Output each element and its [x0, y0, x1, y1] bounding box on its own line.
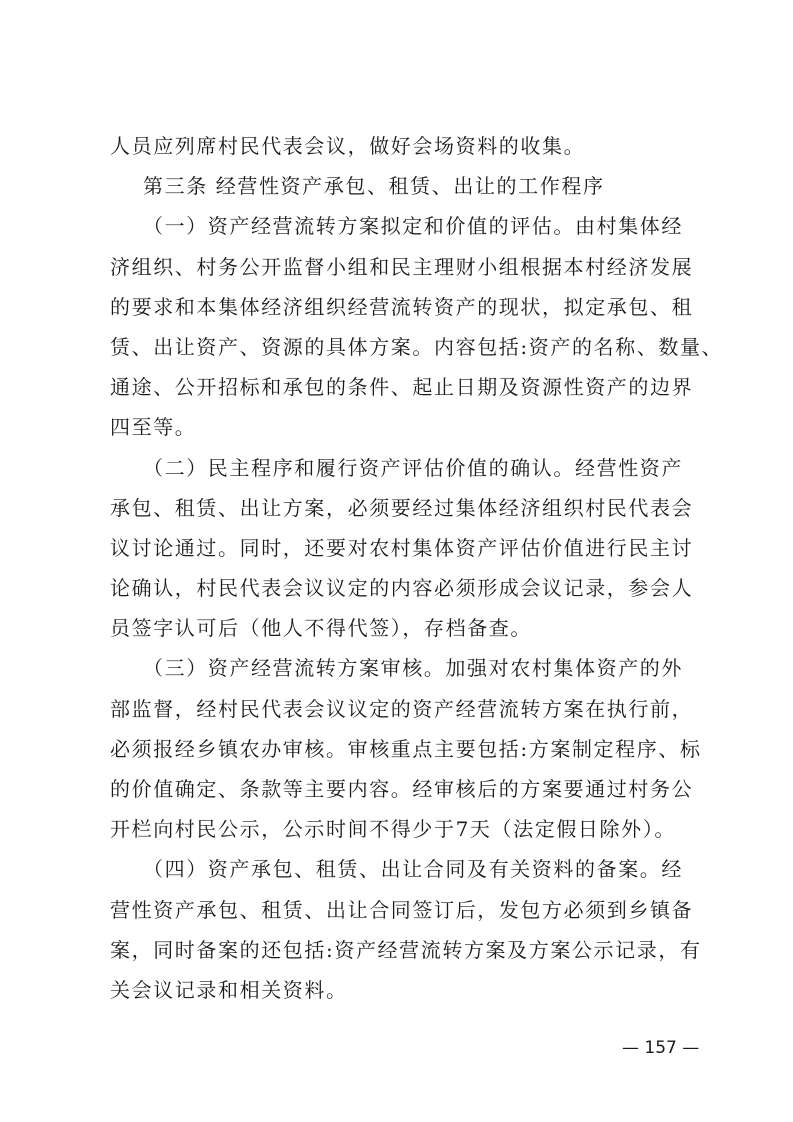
text-line: 员签字认可后（他人不得代签），存档备查。: [110, 616, 532, 641]
article-heading: 第三条 经营性资产承包、租赁、出让的工作程序: [143, 174, 605, 199]
text-line: （四）资产承包、租赁、出让合同及有关资料的备案。经: [143, 857, 683, 882]
text-line: 济组织、村务公开监督小组和民主理财小组根据本村经济发展: [110, 254, 694, 279]
text-line: 部监督，经村民代表会议议定的资产经营流转方案在执行前，: [110, 696, 694, 721]
text-line: 的要求和本集体经济组织经营流转资产的现状，拟定承包、租: [110, 294, 694, 319]
text-line: （二）民主程序和履行资产评估价值的确认。经营性资产: [143, 455, 683, 480]
text-line: 必须报经乡镇农办审核。审核重点主要包括:方案制定程序、标: [110, 736, 702, 761]
text-line: 人员应列席村民代表会议，做好会场资料的收集。: [110, 134, 586, 158]
text-line: 论确认，村民代表会议议定的内容必须形成会议记录，参会人: [110, 576, 694, 601]
page-number: — 157 —: [622, 1038, 700, 1058]
text-line: 通途、公开招标和承包的条件、起止日期及资源性资产的边界: [110, 375, 694, 400]
text-line: 营性资产承包、租赁、出让合同签订后，发包方必须到乡镇备: [110, 897, 694, 922]
text-line: 案，同时备案的还包括:资产经营流转方案及方案公示记录，有: [110, 937, 702, 962]
text-line: （三）资产经营流转方案审核。加强对农村集体资产的外: [143, 656, 683, 681]
text-line: 议讨论通过。同时，还要对农村集体资产评估价值进行民主讨: [110, 535, 694, 560]
text-line: 赁、出让资产、资源的具体方案。内容包括:资产的名称、数量、: [110, 334, 724, 359]
text-line: 四至等。: [110, 415, 197, 440]
text-line: 承包、租赁、出让方案，必须要经过集体经济组织村民代表会: [110, 495, 694, 520]
text-line: 关会议记录和相关资料。: [110, 977, 348, 1002]
page-text: [110, 126, 724, 1010]
text-line: 的价值确定、条款等主要内容。经审核后的方案要通过村务公: [110, 777, 694, 801]
text-line: （一）资产经营流转方案拟定和价值的评估。由村集体经: [143, 214, 683, 239]
text-line: 开栏向村民公示，公示时间不得少于7天（法定假日除外）。: [110, 817, 676, 842]
